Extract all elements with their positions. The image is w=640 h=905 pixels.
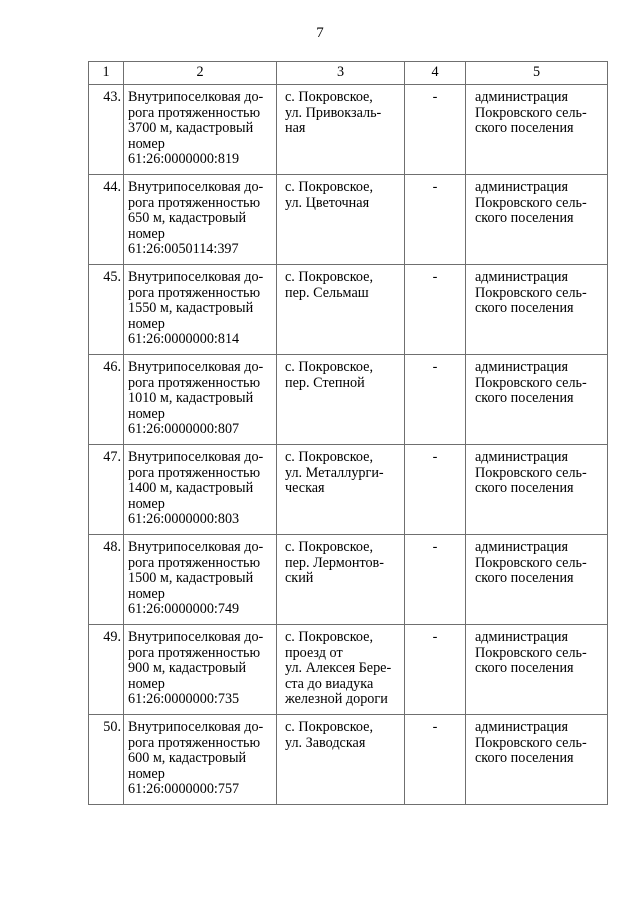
owner-line: администрация	[475, 539, 569, 555]
addr-line: с. Покровское,	[285, 359, 374, 375]
addr-line: ческая	[285, 480, 325, 496]
desc-line: Внутрипоселковая до-	[128, 449, 264, 465]
addr-line: ский	[285, 570, 314, 586]
addr-line: ул. Заводская	[285, 734, 366, 751]
owner-line: администрация	[475, 179, 569, 195]
road-owner	[466, 85, 608, 175]
desc-line: рога протяженностью	[128, 644, 261, 661]
road-address	[277, 535, 405, 625]
owner-line: ского поселения	[475, 660, 574, 676]
row-number: 46.	[89, 355, 124, 445]
addr-line: ул. Алексея Бере-	[285, 660, 392, 676]
owner-line: Покровского сель-	[475, 734, 587, 751]
road-owner	[466, 715, 608, 805]
owner-line: администрация	[475, 359, 569, 375]
addr-line: с. Покровское,	[285, 539, 374, 555]
road-address	[277, 175, 405, 265]
desc-line: номер	[128, 315, 165, 332]
row-number: 43.	[89, 85, 124, 175]
owner-line: ского поселения	[475, 480, 574, 496]
desc-line: Внутрипоселковая до-	[128, 719, 264, 735]
row-number: 50.	[89, 715, 124, 805]
desc-line: 61:26:0000000:814	[128, 331, 240, 347]
addr-line: пер. Лермонтов-	[285, 554, 384, 571]
row-number: 47.	[89, 445, 124, 535]
desc-line: Внутрипоселковая до-	[128, 89, 264, 105]
column-4-value: -	[405, 535, 466, 625]
road-description	[124, 715, 277, 805]
column-4-value: -	[405, 175, 466, 265]
desc-line: Внутрипоселковая до-	[128, 629, 264, 645]
road-description	[124, 625, 277, 715]
owner-line: ского поселения	[475, 390, 574, 406]
road-address	[277, 265, 405, 355]
desc-line: 1400 м, кадастровый	[128, 480, 254, 496]
addr-line: с. Покровское,	[285, 269, 374, 285]
table-row	[89, 535, 608, 625]
addr-line: проезд от	[285, 644, 343, 661]
column-header: 5	[466, 62, 608, 85]
owner-line: Покровского сель-	[475, 374, 587, 391]
desc-line: 600 м, кадастровый	[128, 750, 247, 766]
desc-line: 61:26:0000000:807	[128, 421, 240, 437]
column-header: 4	[405, 62, 466, 85]
roads-table	[88, 61, 608, 805]
addr-line: ул. Привокзаль-	[285, 104, 382, 121]
column-header: 2	[124, 62, 277, 85]
owner-line: Покровского сель-	[475, 554, 587, 571]
desc-line: 61:26:0000000:735	[128, 691, 240, 707]
desc-line: рога протяженностью	[128, 554, 261, 571]
road-description	[124, 175, 277, 265]
addr-line: с. Покровское,	[285, 179, 374, 195]
owner-line: Покровского сель-	[475, 284, 587, 301]
owner-line: ского поселения	[475, 570, 574, 586]
owner-line: ского поселения	[475, 300, 574, 316]
row-number: 48.	[89, 535, 124, 625]
road-description	[124, 265, 277, 355]
desc-line: рога протяженностью	[128, 464, 261, 481]
desc-line: Внутрипоселковая до-	[128, 179, 264, 195]
table-row	[89, 355, 608, 445]
road-owner	[466, 265, 608, 355]
table-row	[89, 175, 608, 265]
owner-line: Покровского сель-	[475, 104, 587, 121]
owner-line: администрация	[475, 449, 569, 465]
addr-line: с. Покровское,	[285, 719, 374, 735]
desc-line: 1550 м, кадастровый	[128, 300, 254, 316]
owner-line: ского поселения	[475, 120, 574, 136]
column-header: 3	[277, 62, 405, 85]
road-owner	[466, 445, 608, 535]
table-row	[89, 445, 608, 535]
road-address	[277, 715, 405, 805]
addr-line: пер. Сельмаш	[285, 284, 369, 301]
desc-line: 61:26:0000000:803	[128, 511, 240, 527]
owner-line: ского поселения	[475, 210, 574, 226]
desc-line: 650 м, кадастровый	[128, 210, 247, 226]
desc-line: рога протяженностью	[128, 734, 261, 751]
road-description	[124, 355, 277, 445]
desc-line: 61:26:0000000:757	[128, 781, 240, 797]
addr-line: ная	[285, 120, 306, 136]
addr-line: с. Покровскоe,	[285, 89, 373, 105]
addr-line: с. Покровское,	[285, 449, 374, 465]
road-owner	[466, 625, 608, 715]
row-number: 45.	[89, 265, 124, 355]
desc-line: номер	[128, 495, 165, 512]
table-body	[89, 85, 608, 805]
desc-line: 900 м, кадастровый	[128, 660, 247, 676]
road-owner	[466, 535, 608, 625]
page-number: 7	[316, 25, 324, 41]
table-header-row	[89, 62, 608, 85]
desc-line: номер	[128, 585, 165, 602]
desc-line: номер	[128, 405, 165, 422]
table-row	[89, 85, 608, 175]
desc-line: Внутрипоселковая до-	[128, 359, 264, 375]
owner-line: Покровского сель-	[475, 464, 587, 481]
road-owner	[466, 355, 608, 445]
owner-line: администрация	[475, 89, 569, 105]
desc-line: номер	[128, 135, 165, 152]
road-address	[277, 625, 405, 715]
addr-line: ста до виадука	[285, 675, 374, 692]
addr-line: ул. Металлурги-	[285, 464, 384, 481]
desc-line: 1500 м, кадастровый	[128, 570, 254, 586]
column-4-value: -	[405, 265, 466, 355]
desc-line: Внутрипоселковая до-	[128, 539, 264, 555]
row-number: 44.	[89, 175, 124, 265]
road-description	[124, 445, 277, 535]
road-owner	[466, 175, 608, 265]
column-4-value: -	[405, 625, 466, 715]
owner-line: ского поселения	[475, 750, 574, 766]
road-address	[277, 445, 405, 535]
desc-line: номер	[128, 675, 165, 692]
column-4-value: -	[405, 715, 466, 805]
desc-line: Внутрипоселковая до-	[128, 269, 264, 285]
owner-line: администрация	[475, 269, 569, 285]
table-row	[89, 265, 608, 355]
owner-line: Покровского сель-	[475, 644, 587, 661]
desc-line: номер	[128, 765, 165, 782]
owner-line: Покровского сель-	[475, 194, 587, 211]
addr-line: ул. Цветочная	[285, 194, 370, 211]
addr-line: с. Покровское,	[285, 629, 374, 645]
road-address	[277, 85, 405, 175]
desc-line: 3700 м, кадастровый	[128, 120, 254, 136]
owner-line: администрация	[475, 719, 569, 735]
road-description	[124, 85, 277, 175]
desc-line: 61:26:0000000:819	[128, 151, 240, 167]
column-4-value: -	[405, 445, 466, 535]
owner-line: администрация	[475, 629, 569, 645]
desc-line: рога протяженностью	[128, 104, 261, 121]
column-header: 1	[89, 62, 124, 85]
road-address	[277, 355, 405, 445]
addr-line: железной дороги	[285, 691, 388, 707]
row-number: 49.	[89, 625, 124, 715]
table-row	[89, 715, 608, 805]
column-4-value: -	[405, 355, 466, 445]
desc-line: рога протяженностью	[128, 194, 261, 211]
desc-line: рога протяженностью	[128, 374, 261, 391]
desc-line: 61:26:0050114:397	[128, 241, 239, 257]
addr-line: пер. Степной	[285, 374, 365, 391]
desc-line: рога протяженностью	[128, 284, 261, 301]
desc-line: 1010 м, кадастровый	[128, 390, 254, 406]
table-row	[89, 625, 608, 715]
desc-line: номер	[128, 225, 165, 242]
column-4-value: -	[405, 85, 466, 175]
desc-line: 61:26:0000000:749	[128, 601, 240, 617]
road-description	[124, 535, 277, 625]
